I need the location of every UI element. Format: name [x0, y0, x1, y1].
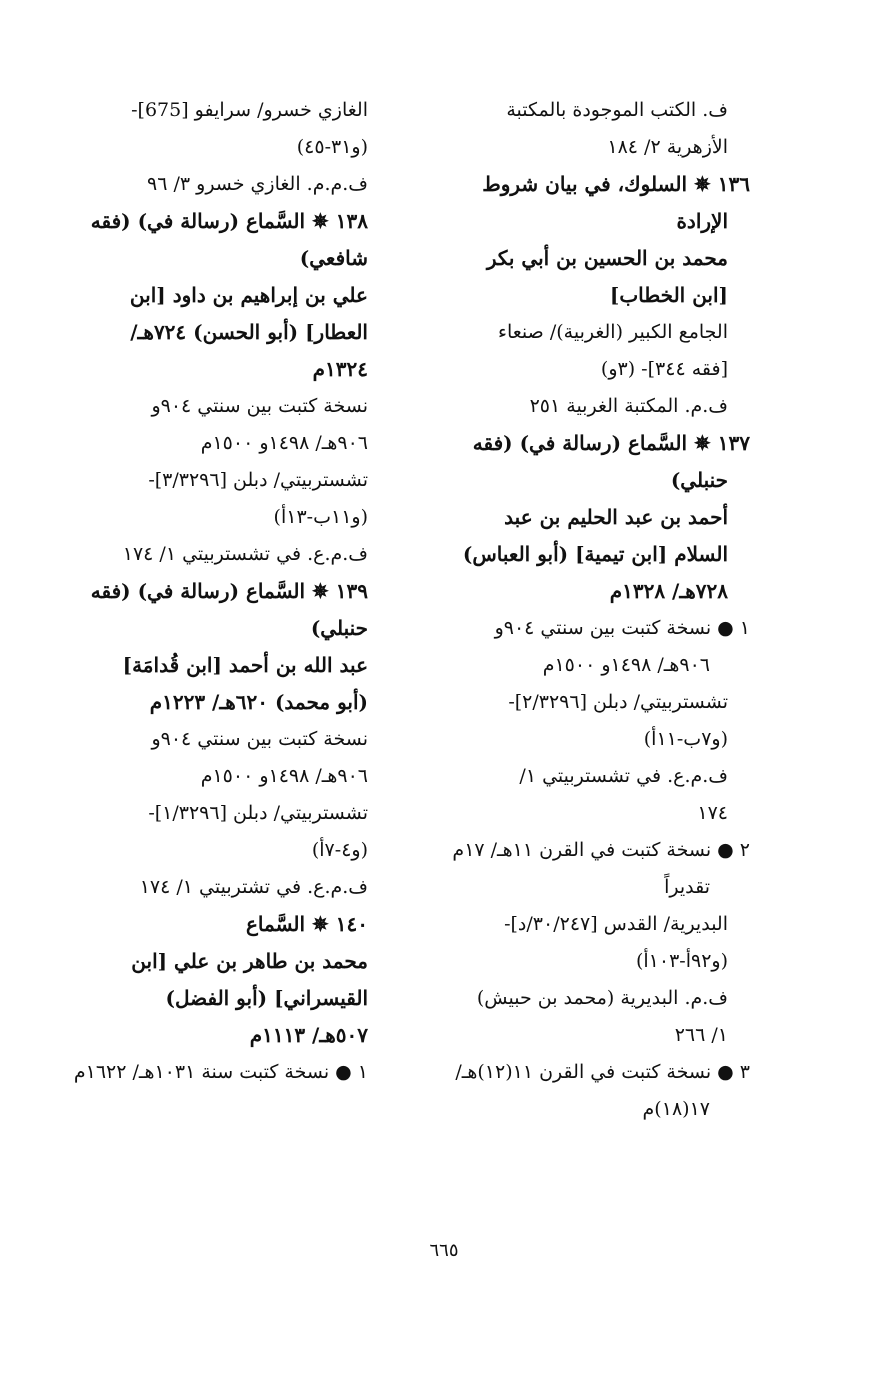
text-line: حنبلي) — [310, 616, 368, 640]
text-line: ٩٠٦هـ/ ١٤٩٨و ١٥٠٠م — [200, 432, 368, 454]
text-line: حنبلي) — [670, 468, 728, 492]
text-line: ٩٠٦هـ/ ١٤٩٨و ١٥٠٠م — [542, 654, 710, 676]
text-line: الجامع الكبير (الغربية)/ صنعاء — [498, 321, 728, 343]
text-line: [فقه ٣٤٤]- (٣و) — [600, 358, 728, 380]
text-line: الإرادة — [676, 209, 728, 233]
text-line: ٢ ● نسخة كتبت في القرن ١١هـ/ ١٧م — [452, 839, 750, 861]
text-line: البديرية/ القدس [٣٠/٢٤٧/د]- — [504, 913, 728, 935]
right-column — [410, 92, 750, 1128]
text-line: ١٣٦ ✵ السلوك، في بيان شروط — [482, 172, 750, 196]
text-line: الغازي خسرو/ سرايفو [675]- — [131, 99, 368, 121]
text-line: ٧٢٨هـ/ ١٣٢٨م — [609, 579, 728, 603]
text-line: (و٧ب-١١أ) — [643, 728, 728, 750]
text-line: عبد الله بن أحمد [ابن قُدامَة] — [122, 653, 368, 677]
text-line: ف.م.ع. في تشستربيتي ١/ — [519, 765, 728, 787]
text-line: السلام [ابن تيمية] (أبو العباس) — [462, 542, 728, 566]
text-line: ١٤٠ ✵ السَّماع — [246, 912, 368, 936]
text-line: ف.م.ع. في تشتربيتي ١/ ١٧٤ — [139, 876, 368, 898]
text-line: ١ ● نسخة كتبت سنة ١٠٣١هـ/ ١٦٢٢م — [73, 1061, 368, 1083]
text-line: ١٣٢٤م — [312, 357, 368, 381]
text-line: ف.م. البديرية (محمد بن حبيش) — [476, 987, 728, 1009]
text-line: ٣ ● نسخة كتبت في القرن ١١(١٢)هـ/ — [455, 1061, 750, 1083]
text-line: ٥٠٧هـ/ ١١١٣م — [249, 1023, 368, 1047]
text-line: ف. الكتب الموجودة بالمكتبة — [506, 99, 728, 121]
text-line: نسخة كتبت بين سنتي ٩٠٤و — [151, 395, 368, 417]
text-line: (و٩٢أ-١٠٣أ) — [635, 950, 728, 972]
text-line: ١٧(١٨)م — [642, 1098, 710, 1120]
text-line: أحمد بن عبد الحليم بن عبد — [504, 505, 728, 529]
text-line: العطار] (أبو الحسن) ٧٢٤هـ/ — [130, 320, 368, 344]
text-line: ٩٠٦هـ/ ١٤٩٨و ١٥٠٠م — [200, 765, 368, 787]
text-line: ف.م.م. الغازي خسرو ٣/ ٩٦ — [147, 173, 368, 195]
text-line: ١٧٤ — [697, 802, 728, 824]
text-line: ف.م.ع. في تشستربيتي ١/ ١٧٤ — [122, 543, 368, 565]
text-line: تشستربيتي/ دبلن [٣/٣٢٩٦]- — [148, 469, 368, 491]
text-line: (و٤-٧أ) — [311, 839, 368, 861]
text-line: [ابن الخطاب] — [609, 283, 728, 307]
text-line: تشستربيتي/ دبلن [٢/٣٢٩٦]- — [508, 691, 728, 713]
text-line: ١٣٧ ✵ السَّماع (رسالة في) (فقه — [472, 431, 750, 455]
page-number: ٦٦٥ — [429, 1240, 459, 1261]
text-line: تقديراً — [664, 876, 710, 898]
text-line: شافعي) — [299, 246, 368, 270]
text-line: ف.م. المكتبة الغربية ٢٥١ — [529, 395, 728, 417]
text-line: ١٣٩ ✵ السَّماع (رسالة في) (فقه — [90, 579, 368, 603]
text-line: ١ ● نسخة كتبت بين سنتي ٩٠٤و — [494, 617, 750, 639]
text-line: ١٣٨ ✵ السَّماع (رسالة في) (فقه — [90, 209, 368, 233]
text-line: محمد بن الحسين بن أبي بكر — [486, 246, 728, 270]
text-line: نسخة كتبت بين سنتي ٩٠٤و — [151, 728, 368, 750]
text-line: تشستربيتي/ دبلن [١/٣٢٩٦]- — [148, 802, 368, 824]
text-line: (و١١ب-١٣أ) — [273, 506, 368, 528]
text-line: ١/ ٢٦٦ — [674, 1024, 728, 1046]
text-line: الأزهرية ٢/ ١٨٤ — [607, 136, 728, 158]
left-column — [28, 92, 368, 1091]
text-line: (أبو محمد) ٦٢٠هـ/ ١٢٢٣م — [149, 690, 368, 714]
text-line: علي بن إبراهيم بن داود [ابن — [129, 283, 368, 307]
text-line: القيسراني] (أبو الفضل) — [165, 986, 368, 1010]
text-line: محمد بن طاهر بن علي [ابن — [131, 949, 368, 973]
text-line: (و٣١-٤٥) — [296, 136, 368, 158]
